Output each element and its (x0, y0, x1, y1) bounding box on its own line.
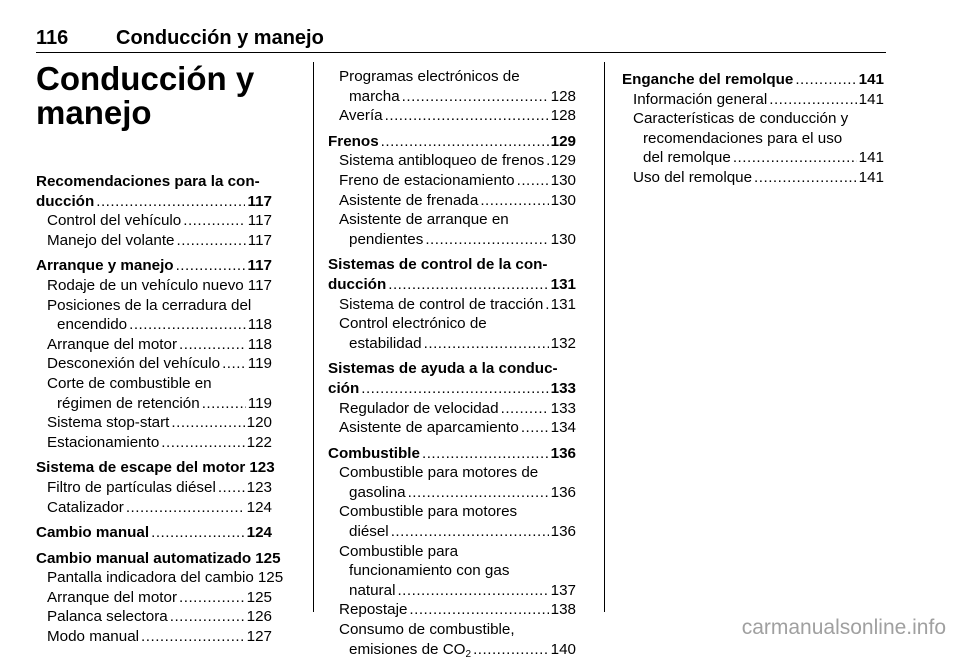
page-header (36, 26, 886, 53)
dot-leader (141, 627, 245, 647)
toc-subsection-entry[interactable] (328, 171, 576, 191)
dot-leader (151, 523, 245, 543)
toc-entry-text: Combustible para (339, 542, 576, 562)
toc-section-entry[interactable] (36, 523, 272, 543)
toc-page-number: 133 (551, 399, 576, 419)
toc-page-number: 136 (551, 483, 576, 503)
toc-entry-text: Sistema antibloqueo de frenos (339, 151, 544, 171)
dot-leader (769, 90, 856, 110)
toc-page-number: 134 (551, 418, 576, 438)
dot-leader (218, 478, 245, 498)
toc-subsection-entry[interactable] (328, 463, 576, 502)
toc-page-number: 117 (248, 276, 272, 296)
toc-page-number: 124 (247, 523, 272, 543)
toc-entry-text: emisiones de $CO_2$ (349, 640, 471, 660)
toc-page-number: 118 (248, 335, 272, 355)
dot-leader (754, 168, 857, 188)
toc-page-number: 125 (247, 588, 272, 608)
page-number: 116 (36, 26, 68, 50)
dot-leader (517, 171, 549, 191)
dot-leader (179, 588, 245, 608)
toc-subsection-entry[interactable] (622, 168, 884, 188)
dot-leader (397, 581, 548, 601)
toc-entry-text: ducción (36, 192, 94, 212)
toc-entry-text: Sistema de control de tracción (339, 295, 543, 315)
toc-page-number: 138 (551, 600, 576, 620)
dot-leader (409, 600, 548, 620)
toc-entry-text: Sistema stop-start (47, 413, 169, 433)
toc-page-number: 129 (551, 132, 576, 152)
toc-subsection-entry[interactable] (36, 478, 272, 498)
dot-leader (126, 498, 245, 518)
toc-section-entry[interactable] (328, 359, 576, 398)
dot-leader (422, 444, 549, 464)
dot-leader (202, 394, 246, 414)
toc-entry-text: Filtro de partículas diésel (47, 478, 216, 498)
toc-entry-text: Pantalla indicadora del cambio (47, 568, 254, 588)
dot-leader (179, 335, 246, 355)
toc-entry-text: Catalizador (47, 498, 124, 518)
toc-entry-text: Asistente de frenada (339, 191, 478, 211)
toc-section-entry[interactable] (328, 132, 576, 152)
toc-entry-text: ducción (328, 275, 386, 295)
dot-leader (222, 354, 246, 374)
dot-leader (171, 413, 244, 433)
toc-section-entry[interactable] (36, 549, 272, 569)
toc-entry-text: Sistemas de control de la con- (328, 255, 576, 275)
toc-entry-text: Modo manual (47, 627, 139, 647)
toc-subsection-entry[interactable] (36, 231, 272, 251)
dot-leader (129, 315, 246, 335)
toc-entry-text: diésel (349, 522, 389, 542)
toc-section-entry[interactable] (328, 444, 576, 464)
toc-entry-text: del remolque (643, 148, 731, 168)
toc-entry-text: ción (328, 379, 359, 399)
toc-page-number: 136 (551, 522, 576, 542)
toc-entry-text: natural (349, 581, 395, 601)
dot-leader (381, 132, 549, 152)
toc-entry-text: Arranque y manejo (36, 256, 174, 276)
toc-subsection-entry[interactable] (328, 502, 576, 541)
dot-leader (402, 87, 549, 107)
toc-subsection-entry[interactable] (622, 109, 884, 168)
dot-leader (388, 275, 548, 295)
toc-page-number: 131 (551, 295, 576, 315)
toc-entry-text: Información general (633, 90, 767, 110)
toc-entry-text: Frenos (328, 132, 379, 152)
toc-page-number: 125 (255, 549, 280, 569)
dot-leader (391, 522, 549, 542)
dot-leader (408, 483, 549, 503)
toc-page-number: 141 (859, 168, 884, 188)
toc-subsection-entry[interactable] (328, 210, 576, 249)
toc-page-number: 140 (551, 640, 576, 660)
toc-subsection-entry[interactable] (328, 620, 576, 659)
dot-leader (424, 334, 549, 354)
toc-column-1 (36, 172, 272, 647)
toc-section-entry[interactable] (36, 172, 272, 211)
toc-page-number: 123 (249, 458, 274, 478)
dot-leader (361, 379, 548, 399)
dot-leader (521, 418, 549, 438)
dot-leader (733, 148, 857, 168)
toc-entry-text: Posiciones de la cerradura del (47, 296, 272, 316)
column-divider (604, 62, 605, 612)
toc-page-number: 117 (247, 192, 272, 212)
toc-entry-text: recomendaciones para el uso (633, 129, 884, 149)
toc-subsection-entry[interactable] (328, 314, 576, 353)
toc-page-number: 136 (551, 444, 576, 464)
toc-subsection-entry[interactable] (328, 399, 576, 419)
dot-leader (545, 295, 548, 315)
toc-subsection-entry[interactable] (328, 151, 576, 171)
dot-leader (425, 230, 548, 250)
toc-page-number: 123 (247, 478, 272, 498)
toc-page-number: 130 (551, 171, 576, 191)
toc-page-number: 118 (248, 315, 272, 335)
toc-page-number: 117 (247, 256, 272, 276)
toc-page-number: 130 (551, 191, 576, 211)
toc-entry-text: estabilidad (349, 334, 422, 354)
toc-subsection-entry[interactable] (328, 418, 576, 438)
toc-subsection-entry[interactable] (328, 67, 576, 106)
toc-entry-text: Arranque del motor (47, 335, 177, 355)
toc-section-entry[interactable] (36, 256, 272, 276)
toc-subsection-entry[interactable] (36, 276, 272, 296)
dot-leader (183, 211, 246, 231)
dot-leader (473, 640, 549, 660)
toc-entry-text: Regulador de velocidad (339, 399, 499, 419)
toc-page-number: 122 (247, 433, 272, 453)
toc-entry-text: Uso del remolque (633, 168, 752, 188)
toc-entry-text: Características de conducción y (633, 109, 884, 129)
toc-subsection-entry[interactable] (36, 627, 272, 647)
column-divider (313, 62, 314, 612)
toc-entry-text: Combustible para motores de (339, 463, 576, 483)
toc-entry-text: Repostaje (339, 600, 407, 620)
toc-entry-text: Desconexión del vehículo (47, 354, 220, 374)
toc-page-number: 124 (247, 498, 272, 518)
dot-leader (176, 256, 246, 276)
toc-entry-text: Corte de combustible en (47, 374, 272, 394)
toc-entry-text: Asistente de arranque en (339, 210, 576, 230)
toc-page-number: 141 (859, 148, 884, 168)
toc-page-number: 132 (551, 334, 576, 354)
toc-entry-text: encendido (57, 315, 127, 335)
toc-subsection-entry[interactable] (36, 211, 272, 231)
toc-subsection-entry[interactable] (328, 191, 576, 211)
toc-entry-text: Cambio manual automatizado (36, 549, 251, 569)
running-section-title: Conducción y manejo (116, 26, 324, 50)
toc-subsection-entry[interactable] (328, 600, 576, 620)
toc-entry-text: Sistemas de ayuda a la conduc- (328, 359, 576, 379)
toc-page-number: 117 (248, 211, 272, 231)
toc-entry-text: Enganche del remolque (622, 70, 793, 90)
toc-entry-text: Rodaje de un vehículo nuevo (47, 276, 244, 296)
dot-leader (161, 433, 244, 453)
toc-subsection-entry[interactable] (328, 295, 576, 315)
dot-leader (795, 70, 856, 90)
toc-page-number: 117 (248, 231, 272, 251)
toc-section-entry[interactable] (622, 70, 884, 90)
toc-entry-text: Asistente de aparcamiento (339, 418, 519, 438)
toc-page-number: 119 (248, 394, 272, 414)
toc-page-number: 129 (551, 151, 576, 171)
toc-entry-text: Arranque del motor (47, 588, 177, 608)
toc-subsection-entry[interactable] (328, 106, 576, 126)
toc-subsection-entry[interactable] (36, 354, 272, 374)
toc-subsection-entry[interactable] (36, 498, 272, 518)
dot-leader (385, 106, 549, 126)
subscript: 2 (466, 649, 472, 660)
toc-entry-text: Recomendaciones para la con- (36, 172, 272, 192)
toc-page-number: 141 (859, 70, 884, 90)
toc-page-number: 119 (248, 354, 272, 374)
toc-page-number: 128 (551, 106, 576, 126)
toc-page-number: 126 (247, 607, 272, 627)
toc-entry-text: Sistema de escape del motor (36, 458, 245, 478)
toc-subsection-entry[interactable] (36, 413, 272, 433)
toc-entry-text: Consumo de combustible, (339, 620, 576, 640)
toc-section-entry[interactable] (328, 255, 576, 294)
dot-leader (501, 399, 549, 419)
toc-entry-text: gasolina (349, 483, 406, 503)
toc-page-number: 125 (258, 568, 283, 588)
toc-entry-text: pendientes (349, 230, 423, 250)
toc-entry-text: régimen de retención (57, 394, 200, 414)
toc-entry-text: Manejo del volante (47, 231, 175, 251)
toc-entry-text: Avería (339, 106, 383, 126)
toc-section-entry[interactable] (36, 458, 272, 478)
toc-entry-text: Estacionamiento (47, 433, 159, 453)
toc-subsection-entry[interactable] (622, 90, 884, 110)
toc-entry-text: Cambio manual (36, 523, 149, 543)
toc-entry-text: Programas electrónicos de (339, 67, 576, 87)
toc-column-3 (622, 70, 884, 188)
toc-entry-text: Control electrónico de (339, 314, 576, 334)
toc-page-number: 120 (247, 413, 272, 433)
toc-entry-text: Freno de estacionamiento (339, 171, 515, 191)
toc-subsection-entry[interactable] (36, 335, 272, 355)
toc-subsection-entry[interactable] (36, 607, 272, 627)
watermark: carmanualsonline.info (566, 616, 946, 640)
toc-page-number: 127 (247, 627, 272, 647)
toc-subsection-entry[interactable] (36, 374, 272, 413)
chapter-title: Conducción y manejo (36, 62, 286, 130)
toc-page-number: 128 (551, 87, 576, 107)
toc-subsection-entry[interactable] (36, 296, 272, 335)
toc-page-number: 130 (551, 230, 576, 250)
dot-leader (170, 607, 245, 627)
toc-subsection-entry[interactable] (36, 433, 272, 453)
toc-subsection-entry[interactable] (36, 568, 272, 588)
toc-page-number: 137 (551, 581, 576, 601)
toc-page-number: 131 (551, 275, 576, 295)
dot-leader (480, 191, 548, 211)
toc-entry-text: Combustible para motores (339, 502, 576, 522)
dot-leader (546, 151, 548, 171)
toc-entry-text: Control del vehículo (47, 211, 181, 231)
toc-column-2 (328, 67, 576, 659)
toc-page-number: 141 (859, 90, 884, 110)
toc-page-number: 133 (551, 379, 576, 399)
dot-leader (177, 231, 246, 251)
toc-entry-text: Palanca selectora (47, 607, 168, 627)
dot-leader (96, 192, 245, 212)
toc-entry-text: marcha (349, 87, 400, 107)
toc-subsection-entry[interactable] (328, 542, 576, 601)
toc-entry-text: Combustible (328, 444, 420, 464)
toc-entry-text: funcionamiento con gas (339, 561, 576, 581)
toc-subsection-entry[interactable] (36, 588, 272, 608)
